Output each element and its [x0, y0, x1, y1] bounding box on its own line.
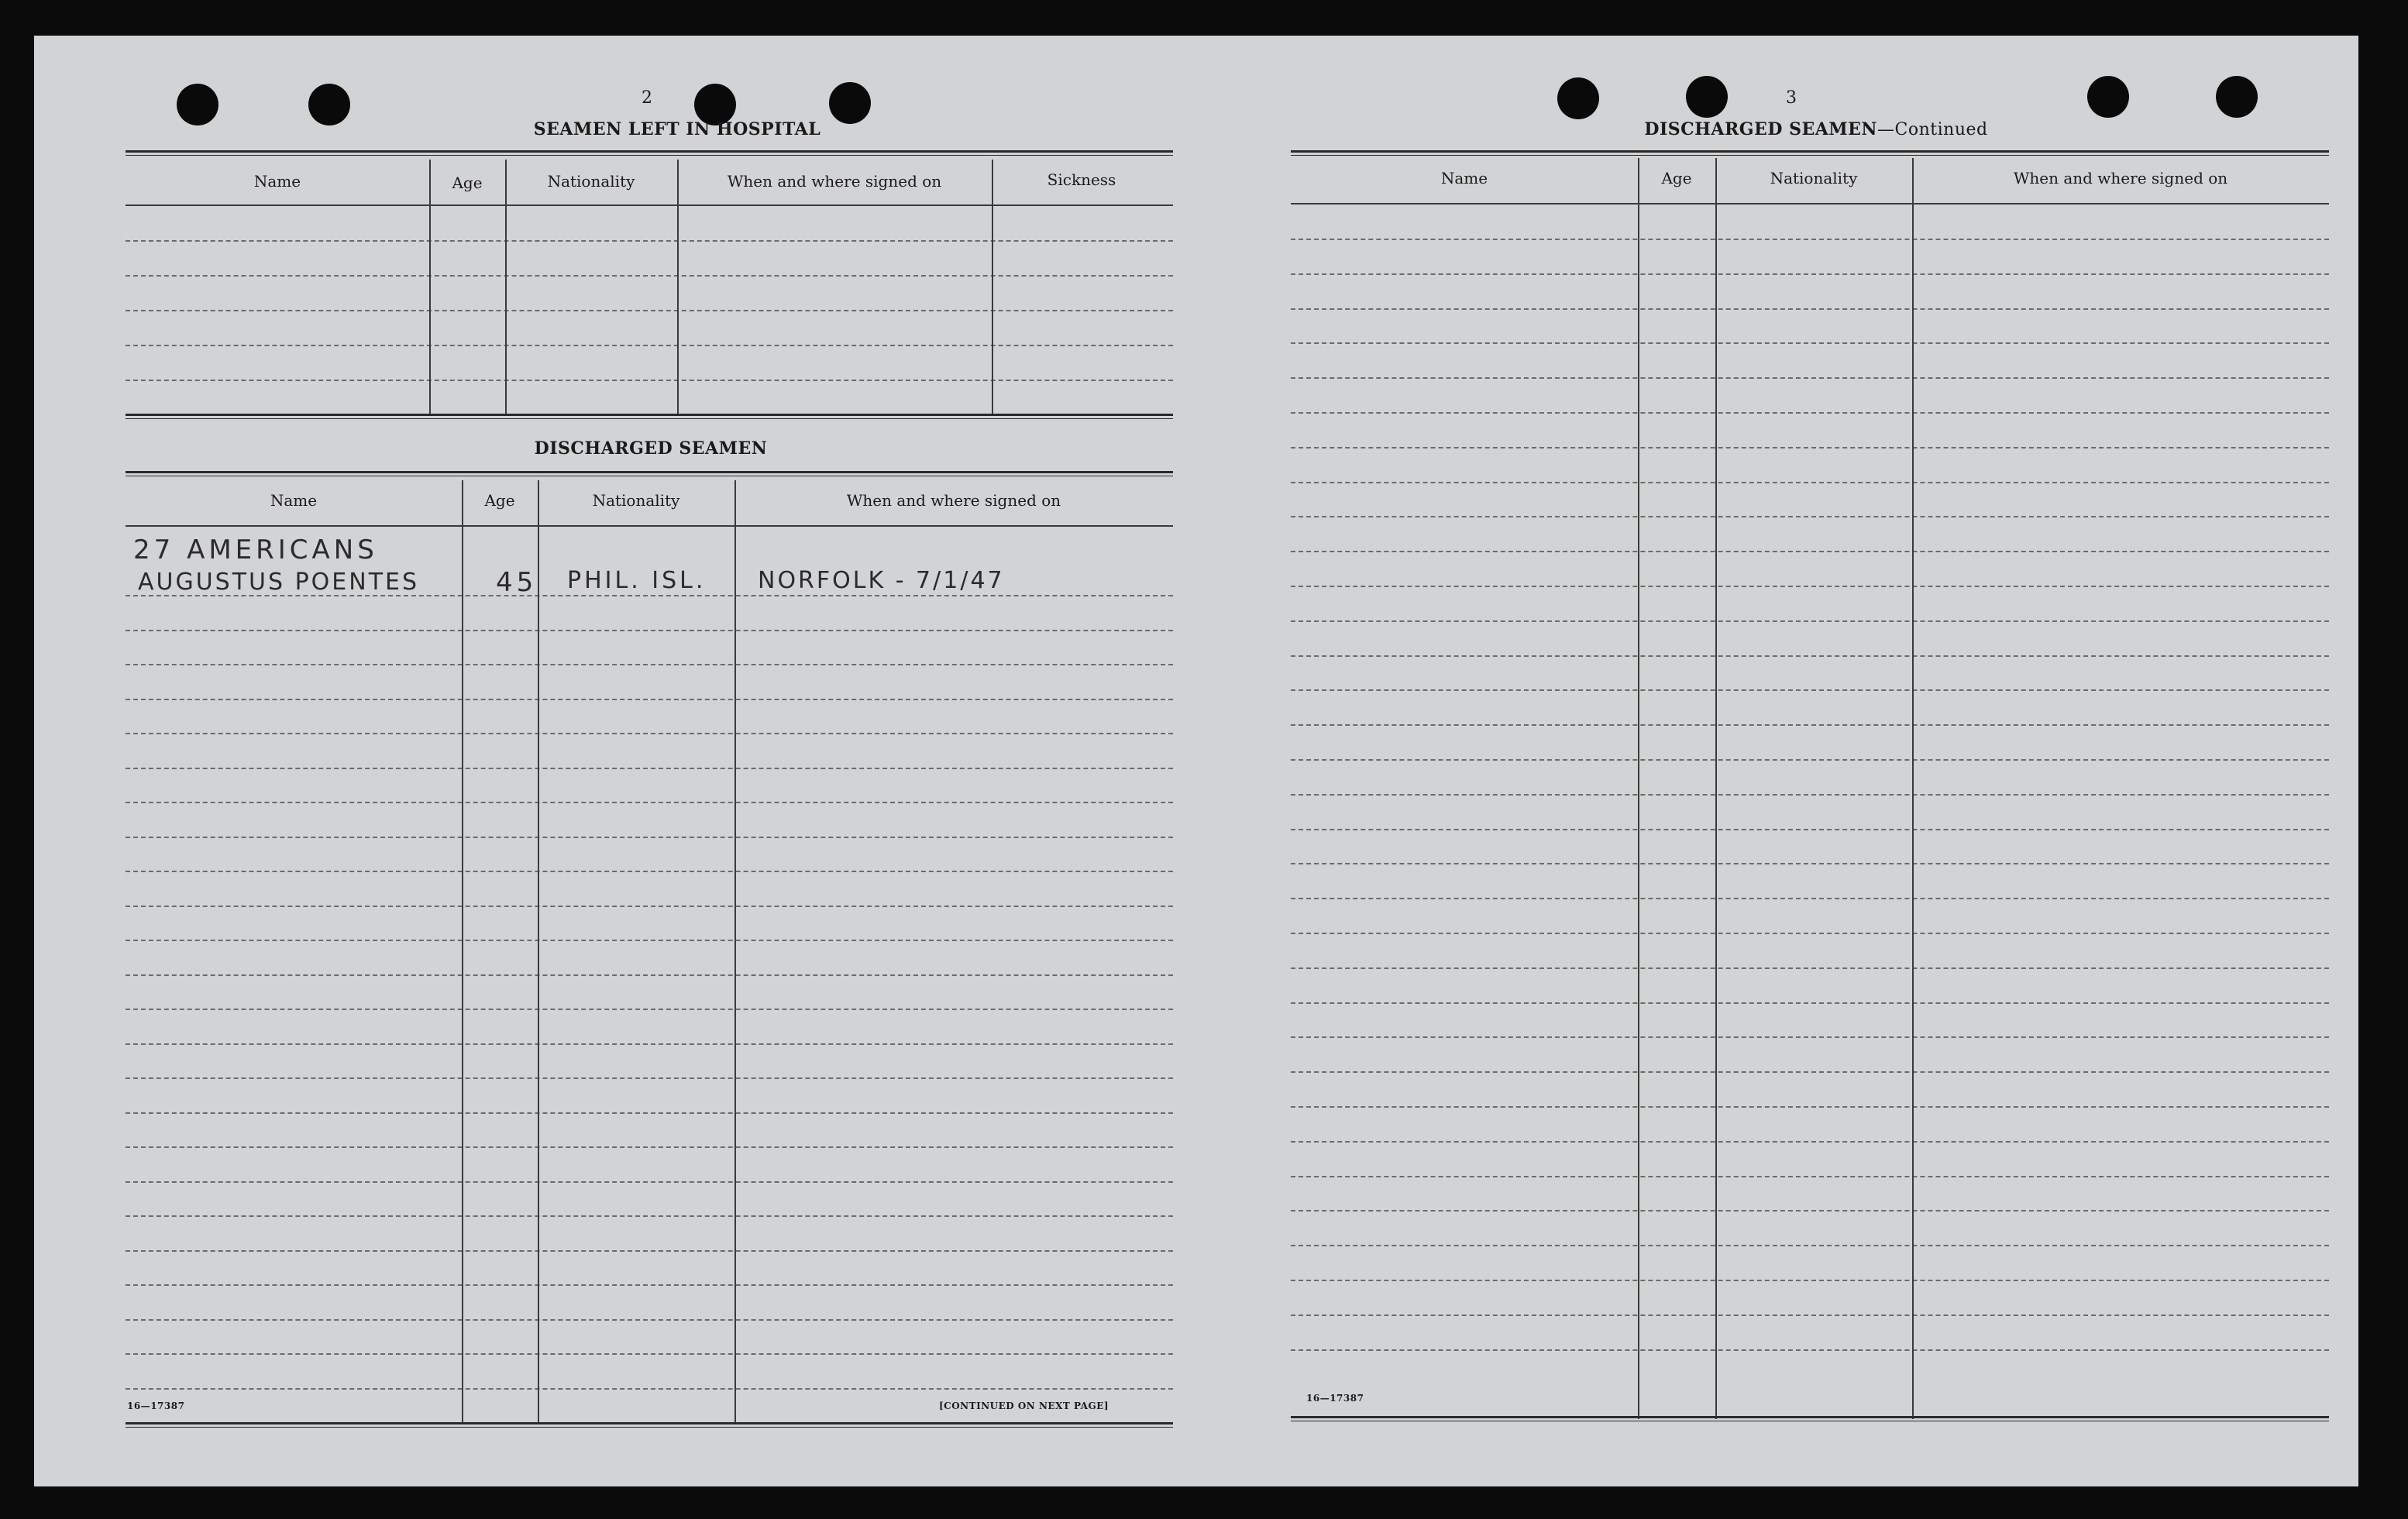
entry-name: 27 AMERICANS	[133, 534, 378, 565]
continued-note: [CONTINUED ON NEXT PAGE]	[939, 1400, 1109, 1411]
row-rule	[1291, 898, 2329, 899]
row-rule	[126, 974, 1173, 976]
discharged-section-title: DISCHARGED SEAMEN	[534, 438, 768, 459]
col-header-name: Name	[1440, 169, 1488, 187]
row-rule	[126, 733, 1173, 734]
row-rule	[1291, 1315, 2329, 1316]
title-text: DISCHARGED SEAMEN	[1644, 119, 1878, 139]
row-rule	[1291, 412, 2329, 414]
rule	[126, 471, 1173, 473]
column-divider	[992, 160, 993, 415]
entry-age: 45	[496, 567, 538, 598]
row-rule	[1291, 620, 2329, 622]
row-rule	[126, 699, 1173, 700]
header-rule	[126, 204, 1173, 206]
row-rule	[1291, 308, 2329, 310]
row-rule	[1291, 1245, 2329, 1246]
header-rule	[1291, 203, 2329, 204]
col-header-age: Age	[1661, 169, 1692, 187]
col-header-signed-on: When and where signed on	[846, 491, 1061, 510]
column-divider	[462, 480, 463, 1424]
col-header-age: Age	[452, 174, 483, 192]
row-rule	[126, 802, 1173, 803]
row-rule	[126, 380, 1173, 381]
row-rule	[126, 837, 1173, 838]
entry-signed-on: NORFOLK - 7/1/47	[758, 567, 1005, 594]
hospital-section-title: SEAMEN LEFT IN HOSPITAL	[533, 119, 821, 139]
page-number: 3	[1786, 88, 1797, 108]
row-rule	[1291, 967, 2329, 969]
row-rule	[126, 871, 1173, 872]
row-rule	[1291, 759, 2329, 761]
row-rule	[1291, 1071, 2329, 1073]
row-rule	[126, 664, 1173, 665]
row-rule	[126, 768, 1173, 769]
punch-hole	[1686, 76, 1728, 118]
row-rule	[1291, 689, 2329, 691]
row-rule	[1291, 1106, 2329, 1108]
column-divider	[429, 160, 431, 415]
row-rule	[1291, 829, 2329, 830]
row-rule	[1291, 342, 2329, 344]
row-rule	[1291, 447, 2329, 448]
row-rule	[1291, 1002, 2329, 1004]
discharged-continued-title	[1312, 119, 2320, 139]
row-rule	[126, 1388, 1173, 1390]
col-header-age: Age	[484, 491, 515, 510]
row-rule	[126, 1250, 1173, 1252]
row-rule	[126, 1112, 1173, 1114]
entry-name: AUGUSTUS POENTES	[138, 569, 420, 596]
row-rule	[1291, 1141, 2329, 1143]
row-rule	[126, 240, 1173, 242]
column-divider	[1912, 158, 1914, 1419]
row-rule	[126, 1043, 1173, 1045]
punch-hole	[1557, 77, 1599, 119]
row-rule	[1291, 273, 2329, 275]
row-rule	[1291, 1210, 2329, 1211]
rule	[1291, 150, 2329, 153]
column-divider	[1638, 158, 1639, 1419]
row-rule	[1291, 863, 2329, 864]
document-sheet	[34, 36, 2358, 1486]
row-rule	[126, 310, 1173, 311]
entry-nationality: PHIL. ISL.	[567, 567, 707, 594]
row-rule	[1291, 377, 2329, 379]
column-divider	[734, 480, 736, 1424]
row-rule	[126, 630, 1173, 631]
row-rule	[1291, 551, 2329, 552]
column-divider	[677, 160, 679, 415]
row-rule	[126, 906, 1173, 907]
form-code: 16—17387	[127, 1400, 185, 1411]
row-rule	[126, 345, 1173, 346]
punch-hole	[2216, 76, 2258, 118]
row-rule	[126, 1353, 1173, 1355]
column-divider	[538, 480, 539, 1424]
rule	[1291, 1416, 2329, 1418]
row-rule	[1291, 1280, 2329, 1281]
row-rule	[1291, 794, 2329, 796]
row-rule	[126, 940, 1173, 941]
rule	[126, 414, 1173, 416]
row-rule	[126, 1181, 1173, 1183]
row-rule	[1291, 1036, 2329, 1038]
page-number: 2	[642, 88, 652, 108]
col-header-signed-on: When and where signed on	[727, 172, 942, 191]
col-header-sickness: Sickness	[1047, 170, 1116, 189]
row-rule	[126, 1284, 1173, 1286]
row-rule	[126, 1077, 1173, 1079]
col-header-signed-on: When and where signed on	[2013, 169, 2228, 187]
column-divider	[505, 160, 507, 415]
row-rule	[126, 1215, 1173, 1217]
row-rule	[1291, 1176, 2329, 1177]
row-rule	[126, 1146, 1173, 1148]
row-rule	[1291, 655, 2329, 657]
row-rule	[126, 1009, 1173, 1010]
rule	[126, 150, 1173, 153]
col-header-name: Name	[270, 491, 318, 510]
punch-hole	[2087, 76, 2129, 118]
column-divider	[1715, 158, 1717, 1419]
header-rule	[126, 525, 1173, 527]
col-header-nationality: Nationality	[592, 491, 680, 510]
row-rule	[126, 1319, 1173, 1321]
row-rule	[1291, 516, 2329, 517]
row-rule	[1291, 1349, 2329, 1351]
punch-hole	[829, 82, 871, 124]
col-header-nationality: Nationality	[1770, 169, 1858, 187]
row-rule	[1291, 724, 2329, 726]
row-rule	[1291, 933, 2329, 934]
col-header-nationality: Nationality	[547, 172, 635, 191]
rule	[126, 1422, 1173, 1424]
col-header-name: Name	[253, 172, 301, 191]
title-continued: —Continued	[1877, 120, 1988, 139]
form-code: 16—17387	[1306, 1393, 1364, 1404]
row-rule	[1291, 586, 2329, 587]
row-rule	[126, 275, 1173, 277]
row-rule	[1291, 239, 2329, 240]
row-rule	[1291, 482, 2329, 483]
